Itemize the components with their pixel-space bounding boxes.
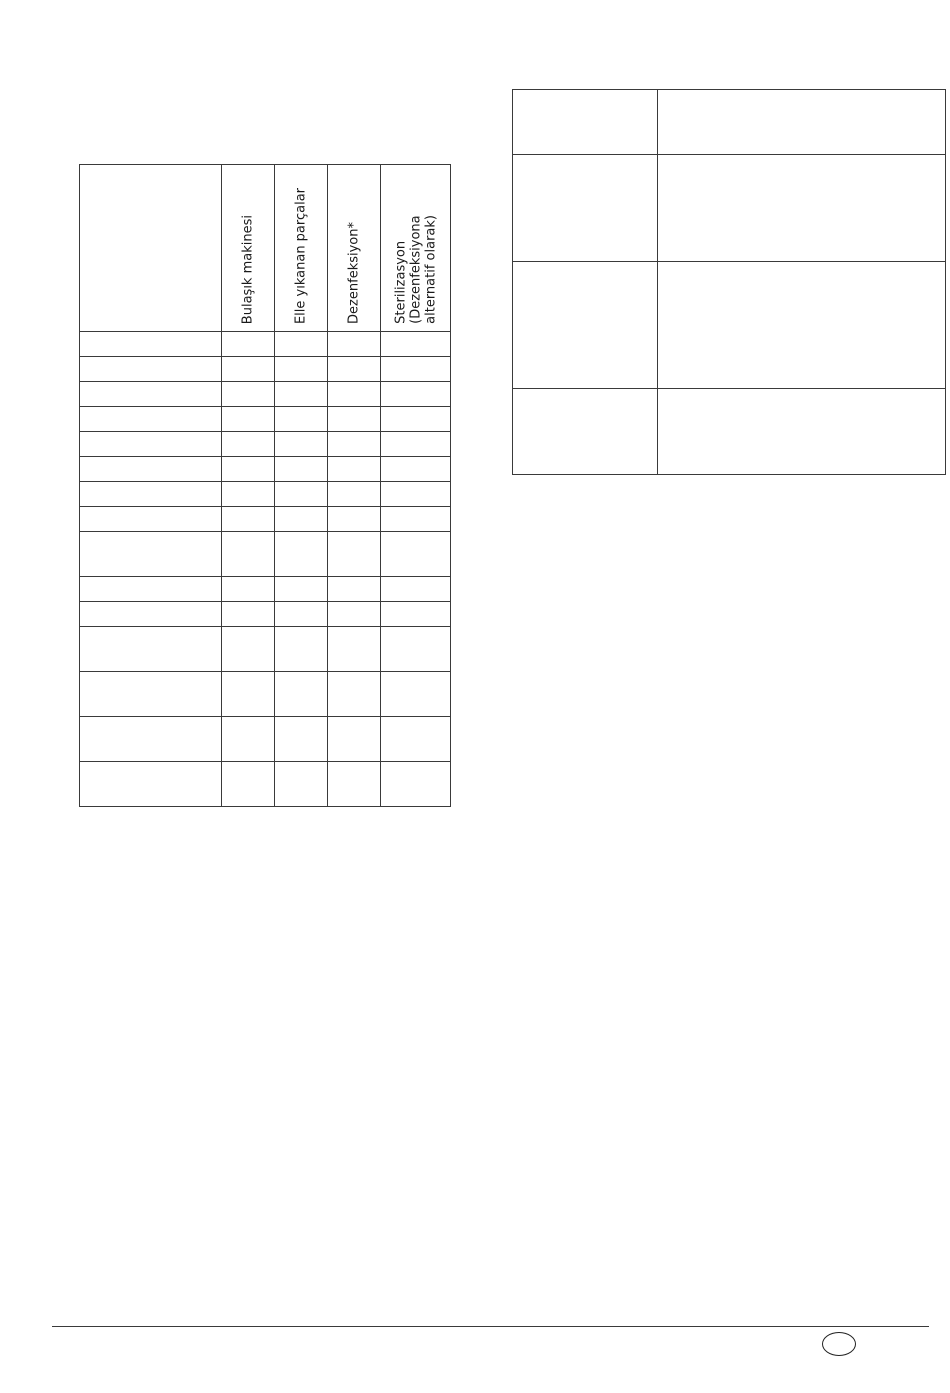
table-cell xyxy=(222,357,275,382)
table-cell xyxy=(80,602,222,627)
table-row xyxy=(80,332,451,357)
footer-divider xyxy=(52,1326,929,1327)
table-cell xyxy=(381,602,451,627)
table-cell xyxy=(275,627,328,672)
table-cell xyxy=(275,432,328,457)
table-cell xyxy=(658,262,946,389)
table-cell xyxy=(80,627,222,672)
table-cell xyxy=(275,672,328,717)
table-cell xyxy=(275,382,328,407)
table-cell xyxy=(80,672,222,717)
header-row xyxy=(80,165,451,332)
table-row xyxy=(80,407,451,432)
table-cell xyxy=(513,90,658,155)
table-cell xyxy=(275,482,328,507)
country-badge xyxy=(822,1332,856,1356)
table-cell xyxy=(328,357,381,382)
cleaning-table-body xyxy=(80,332,451,807)
table-cell xyxy=(275,332,328,357)
table-row xyxy=(80,762,451,807)
table-cell xyxy=(513,262,658,389)
header-label-disinfection: Dezenfeksiyon* xyxy=(346,222,362,324)
table-cell xyxy=(80,532,222,577)
table-cell xyxy=(381,332,451,357)
table-row xyxy=(513,389,946,475)
table-cell xyxy=(80,357,222,382)
table-cell xyxy=(328,762,381,807)
header-label-dishwasher: Bulaşık makinesi xyxy=(240,214,256,324)
table-cell xyxy=(328,457,381,482)
header-label-hand-wash: Elle yıkanan parçalar xyxy=(293,187,309,324)
table-row xyxy=(513,155,946,262)
table-cell xyxy=(222,407,275,432)
table-cell xyxy=(275,457,328,482)
table-row xyxy=(80,577,451,602)
table-cell xyxy=(222,717,275,762)
table-cell xyxy=(222,332,275,357)
table-cell xyxy=(275,407,328,432)
table-cell xyxy=(222,602,275,627)
table-cell xyxy=(658,90,946,155)
table-row xyxy=(80,507,451,532)
table-row xyxy=(80,672,451,717)
table-cell xyxy=(328,627,381,672)
table-cell xyxy=(381,382,451,407)
table-cell xyxy=(328,432,381,457)
table-cell xyxy=(222,577,275,602)
table-row xyxy=(80,532,451,577)
table-cell xyxy=(381,672,451,717)
table-cell xyxy=(381,407,451,432)
table-cell xyxy=(275,762,328,807)
table-cell xyxy=(328,717,381,762)
header-label-sterilization: Sterilizasyon (Dezenfeksiyona alternatif olarak) xyxy=(393,215,438,324)
table-cell xyxy=(222,432,275,457)
table-cell xyxy=(80,762,222,807)
table-cell xyxy=(222,627,275,672)
table-row xyxy=(80,382,451,407)
table-cell xyxy=(222,482,275,507)
table-cell xyxy=(222,457,275,482)
table-cell xyxy=(80,457,222,482)
table-cell xyxy=(80,507,222,532)
table-cell xyxy=(80,407,222,432)
header-cell-hand-wash xyxy=(275,165,328,332)
table-cell xyxy=(80,717,222,762)
table-row xyxy=(80,457,451,482)
table-cell xyxy=(222,532,275,577)
table-cell xyxy=(80,332,222,357)
table-cell xyxy=(80,382,222,407)
table-row xyxy=(80,717,451,762)
table-row xyxy=(80,482,451,507)
table-cell xyxy=(328,532,381,577)
table-cell xyxy=(381,627,451,672)
table-cell xyxy=(275,577,328,602)
right-table-body xyxy=(513,90,946,475)
table-cell xyxy=(381,532,451,577)
table-cell xyxy=(658,389,946,475)
table-cell xyxy=(275,717,328,762)
table-cell xyxy=(80,577,222,602)
table-cell xyxy=(275,602,328,627)
table-cell xyxy=(381,717,451,762)
table-cell xyxy=(222,672,275,717)
table-cell xyxy=(513,389,658,475)
table-cell xyxy=(381,357,451,382)
table-cell xyxy=(381,432,451,457)
table-row xyxy=(80,357,451,382)
table-cell xyxy=(658,155,946,262)
table-row xyxy=(80,432,451,457)
table-row xyxy=(80,602,451,627)
table-cell xyxy=(328,602,381,627)
header-cell-disinfection xyxy=(328,165,381,332)
table-cell xyxy=(222,762,275,807)
table-cell xyxy=(275,507,328,532)
table-row xyxy=(513,262,946,389)
table-cell xyxy=(80,482,222,507)
header-cell-part xyxy=(80,165,222,332)
table-row xyxy=(80,627,451,672)
cleaning-table xyxy=(79,164,451,807)
table-cell xyxy=(328,507,381,532)
table-cell xyxy=(275,357,328,382)
table-cell xyxy=(381,482,451,507)
table-row xyxy=(513,90,946,155)
table-cell xyxy=(328,332,381,357)
right-table xyxy=(512,89,946,475)
table-cell xyxy=(328,577,381,602)
table-cell xyxy=(381,457,451,482)
table-cell xyxy=(328,382,381,407)
header-cell-dishwasher xyxy=(222,165,275,332)
table-cell xyxy=(328,407,381,432)
table-cell xyxy=(328,672,381,717)
table-cell xyxy=(222,382,275,407)
header-cell-sterilization xyxy=(381,165,451,332)
table-cell xyxy=(381,507,451,532)
table-cell xyxy=(222,507,275,532)
table-cell xyxy=(275,532,328,577)
table-cell xyxy=(381,577,451,602)
table-cell xyxy=(513,155,658,262)
table-cell xyxy=(80,432,222,457)
table-cell xyxy=(328,482,381,507)
table-cell xyxy=(381,762,451,807)
